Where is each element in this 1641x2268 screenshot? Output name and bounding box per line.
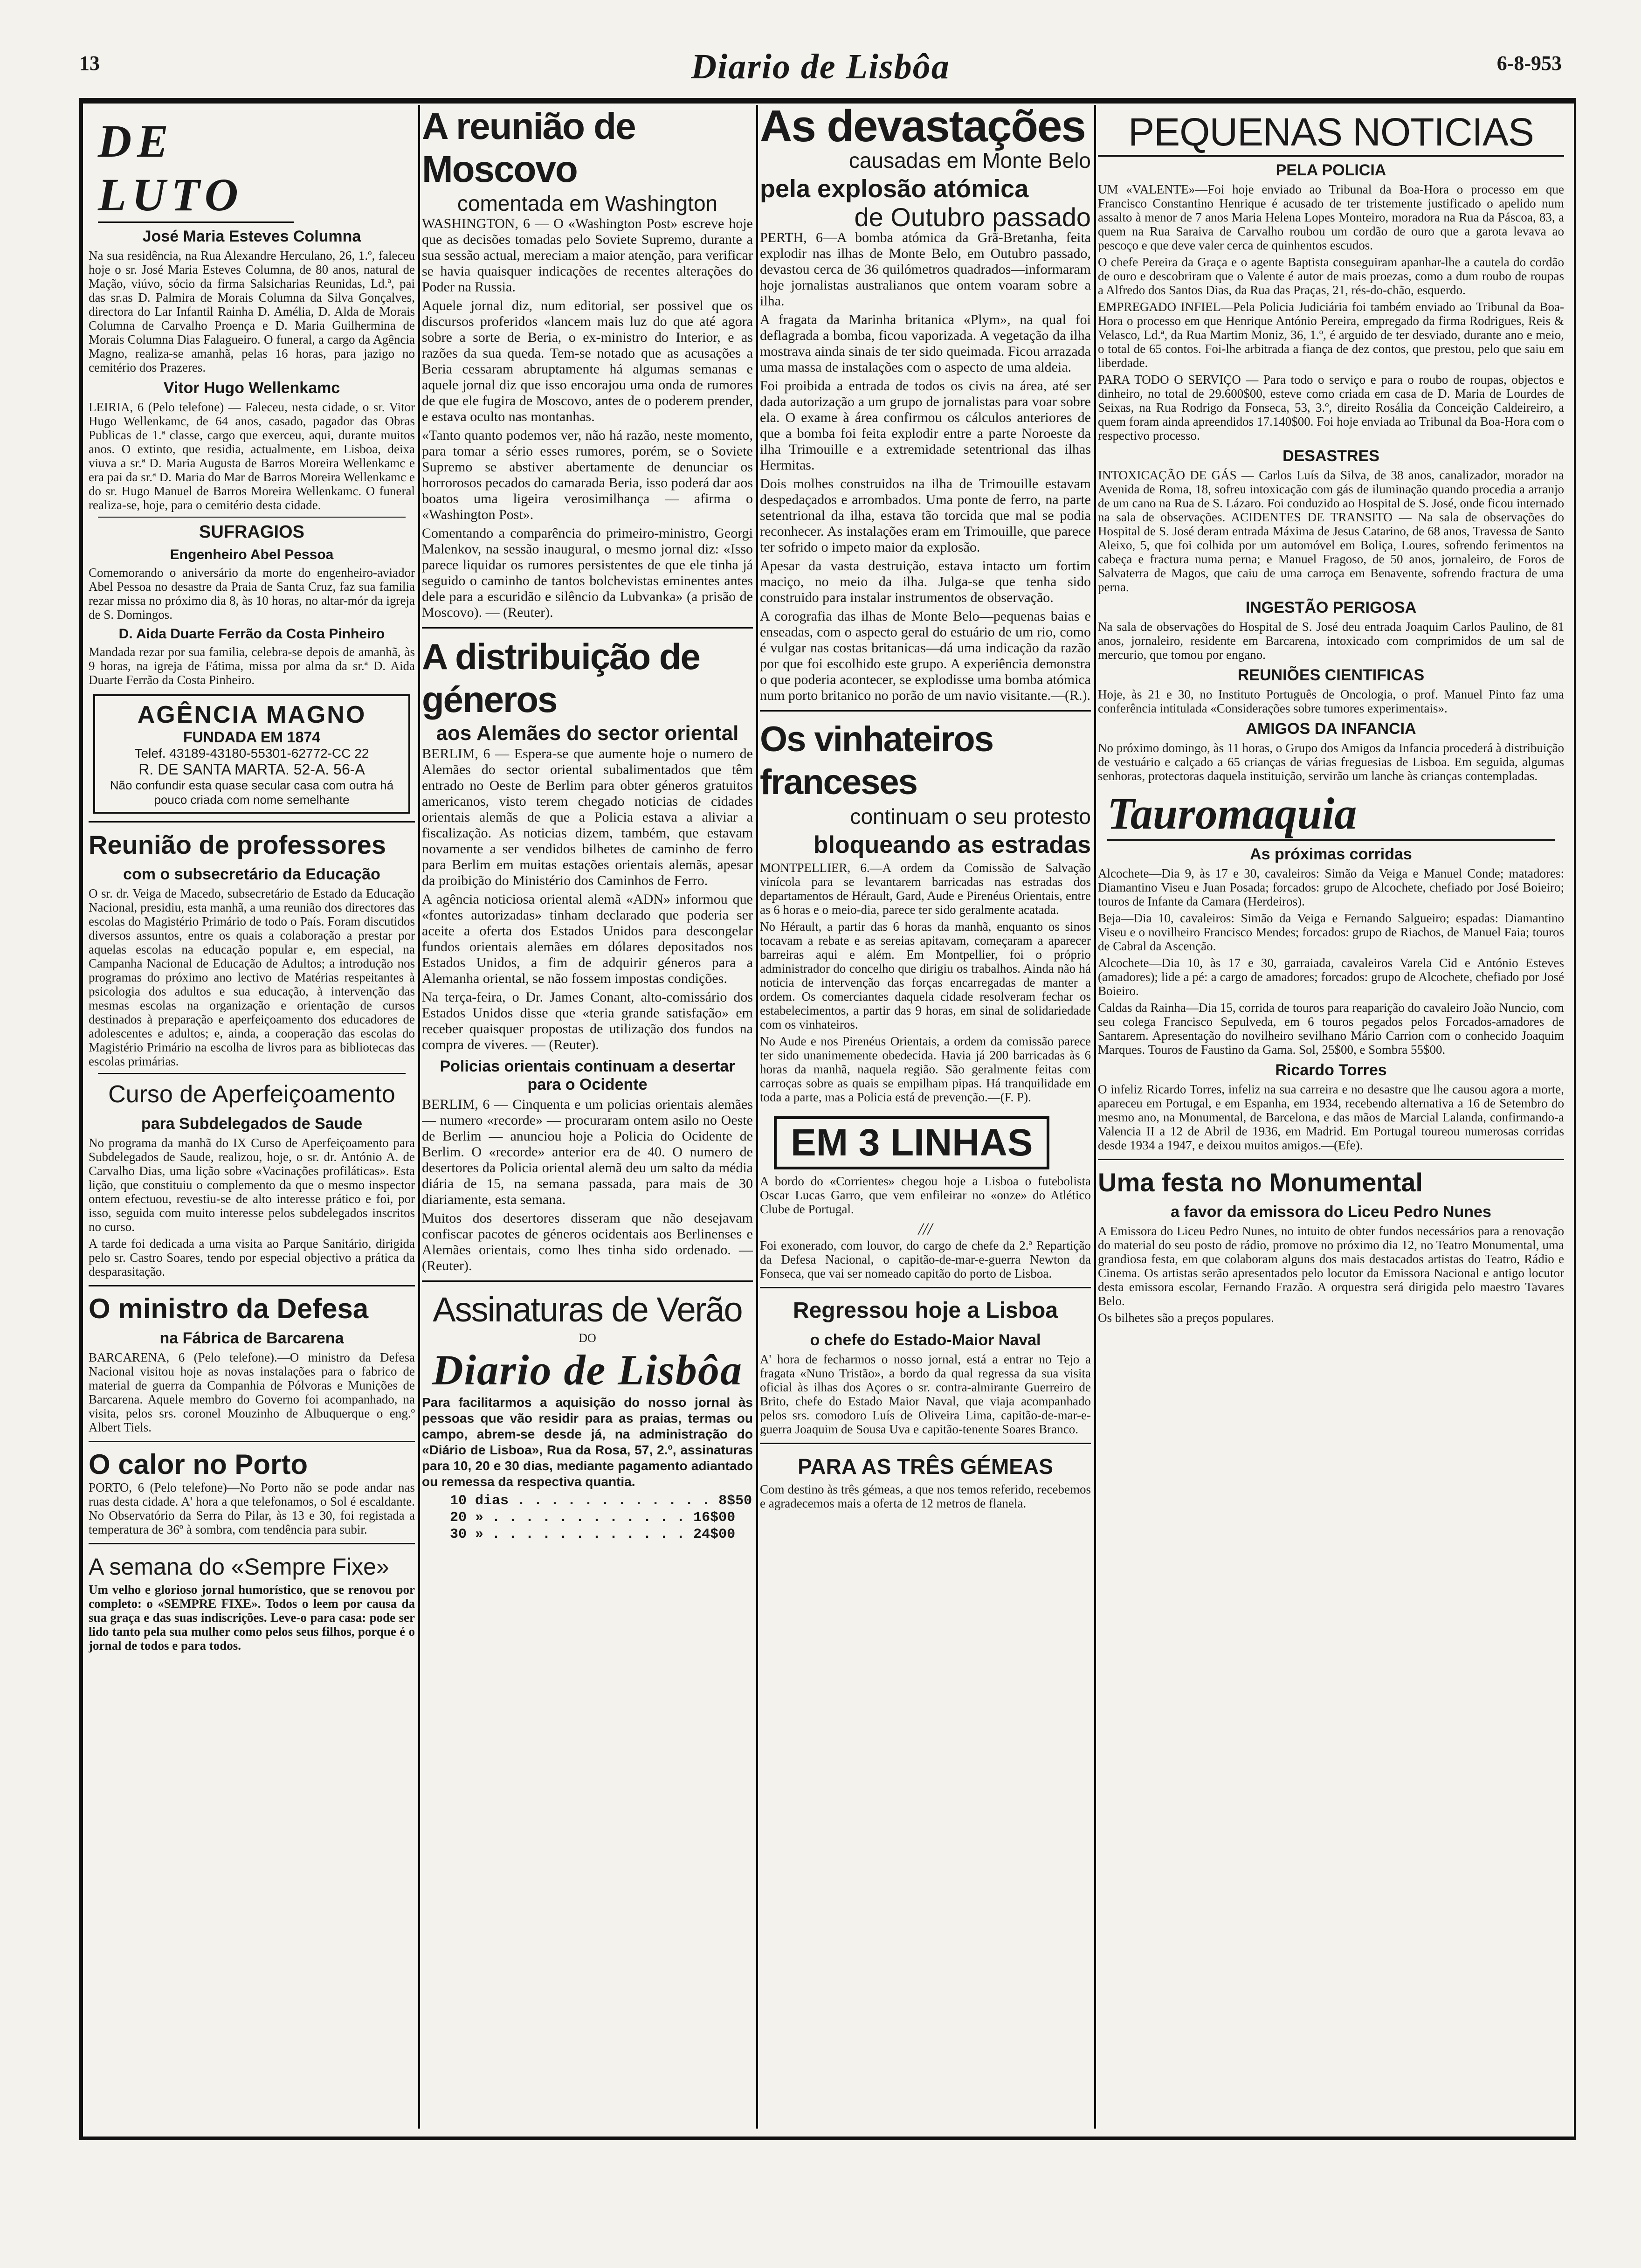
suffrage-name: D. Aida Duarte Ferrão da Costa Pinheiro <box>118 626 385 642</box>
section-headline: Tauromaquia <box>1107 788 1555 841</box>
article-subheadline: causadas em Monte Belo <box>848 148 1091 173</box>
article-body: INTOXICAÇÃO DE GÁS — Carlos Luís da Silva, de 38 anos, canalizador, morador na Avenida de Roma, 18, sofreu intoxicação com gás de iluminação quando procedia a arranjo de um cano na Rua de S. Lázaro. Foi conduzido ao Hospital de S. José, onde ficou internado na sala de observações. ACIDENTES DE TRANSITO — Na sala de observações do Hospital de S. José deram entrada Máxima de Jesus Catarino, de 68 anos, Travessa de Santo Aleixo, 5, que foi colhida por um automóvel em Boliça, Loures, sofrendo ferimentos na cabeça e fractura numa perna; e Manuel Fragoso, de 50 anos, jornaleiro, de Foros de Salvaterra de Magos, que caiu de uma carroça em Benavente, sofrendo fractura de uma perna. <box>1098 468 1564 594</box>
article-headline: Reunião de professores <box>89 830 386 859</box>
ad-founded: FUNDADA EM 1874 <box>183 729 320 746</box>
article-headline: A distribuição de géneros <box>422 636 700 720</box>
newspaper-title: Diario de Lisbôa <box>691 47 950 86</box>
divider <box>89 1285 415 1286</box>
article-body: Comentando a comparência do primeiro-ministro, Georgi Malenkov, na sessão inaugural, o mesmo jornal diz: «Isso parece liquidar os rumores persistentes de que ele tinha já seguido o caminho de tantos bolchevistas eminentes antes dele para a escuridão e silêncio da Lubvanka» (a prisão de Moscovo). — (Reuter). <box>422 526 753 620</box>
section-subhead: As próximas corridas <box>1250 845 1412 863</box>
divider <box>89 821 415 823</box>
article-subheadline: bloqueando as estradas <box>813 831 1091 858</box>
section-subhead: PELA POLICIA <box>1276 161 1386 179</box>
article-body: Com destino às três gémeas, a que nos temos referido, recebemos e agradecemos mais a oferta de 12 metros de flanela. <box>760 1482 1091 1510</box>
article-headline: A semana do «Sempre Fixe» <box>89 1554 389 1580</box>
ad-address: R. DE SANTA MARTA. 52-A. 56-A <box>138 761 365 778</box>
article-body: Beja—Dia 10, cavaleiros: Simão da Veiga e Fernando Salgueiro; espadas: Diamantino Viseu e o novilheiro Francisco Mendes; forcados: grupo de Riachos, de Manuel Faia; touros de Cabral da Ascenção. <box>1098 911 1564 953</box>
article-body: BERLIM, 6 — Espera-se que aumente hoje o numero de Alemães do sector oriental subalimentados que têm entrado no Oeste de Berlim para obter géneros gratuitos americanos, visto terem chegado noticias de cidades orientais alemãs de que a Policia estava a aliviar a fiscalização. As noticias dizem, também, que estavam novamente a ser vendidos bilhetes de caminho de ferro para Berlim em muitas estações orientais alemãs, apesar da proibição do Ministério dos Caminhos de Ferro. <box>422 746 753 888</box>
section-subhead: Ricardo Torres <box>1275 1061 1387 1079</box>
article-headline: PARA AS TRÊS GÉMEAS <box>798 1454 1053 1479</box>
price-row: 30 » . . . . . . . . . . . . 24$00 <box>450 1527 736 1542</box>
article-body: Os bilhetes são a preços populares. <box>1098 1311 1274 1325</box>
article-body: Foi proibida a entrada de todos os civis na área, até ser dada autorização a um grupo de jornalistas para voar sobre ela. O exame à área confirmou os cálculos anteriores de que a bomba foi feita explodir entre a parte Noroeste da ilha Trimouille e a extremidade setentrional das ilhas Hermitas. <box>760 378 1091 473</box>
column-2 <box>422 105 753 2129</box>
article-body: No próximo domingo, às 11 horas, o Grupo dos Amigos da Infancia procederá à distribuição de vestuário e calçado a 65 crianças de várias freguesias de Lisboa. Em seguida, algumas senhoras, protectoras daquela instituição, servirão um lanche às crianças contempladas. <box>1098 741 1564 783</box>
article-body: Apesar da vasta destruição, estava intacto um fortim maciço, no meio da ilha. Julga-se que tenha sido construido para instalar instrumentos de observação. <box>760 558 1091 605</box>
divider <box>760 1443 1091 1444</box>
obituary-text: LEIRIA, 6 (Pelo telefone) — Faleceu, nesta cidade, o sr. Vitor Hugo Wellenkamc, de 64 anos, casado, pagador das Obras Publicas de 1.ª classe, cargo que exerceu, aqui, durante muitos anos. O extinto, que residia, actualmente, em Lisboa, deixa viuva a sr.ª D. Maria Augusta de Barros Moreira Wellenkamc e era pai da sr.ª D. Maria do Mar de Barros Moreira Wellenkamc e do sr. Hugo Manuel de Barros Moreira Wellenkamc. O funeral realiza-se, hoje, para o cemitério desta cidade. <box>89 400 415 512</box>
article-body: A' hora de fecharmos o nosso jornal, está a entrar no Tejo a fragata «Nuno Tristão», a bordo da qual regressa da sua visita oficial às ilhas dos Açores o sr. contra-almirante Guerreiro de Brito, chefe do Estado Maior Naval, que viaja acompanhado pelos srs. comodoro Luís de Oliveira Lima, capitão-de-mar-e-guerra Joaquim de Sousa Uva e capitão-tenente Soares Branco. <box>760 1352 1091 1436</box>
obituary-name: Vitor Hugo Wellenkamc <box>163 379 340 397</box>
article-body: O chefe Pereira da Graça e o agente Baptista conseguiram apanhar-lhe a cautela do cordão de ouro e descobriram que o Valente é autor de mais proezas, como a dum roubo de roupas a Alfredo dos Santos Dias, da Rua das Praças, 21, rés-do-chão, esquerdo. <box>1098 255 1564 297</box>
subscription-paper-name: Diario de Lisbôa <box>432 1346 743 1394</box>
obituary-text: Na sua residência, na Rua Alexandre Herculano, 26, 1.º, faleceu hoje o sr. José Maria Esteves Columna, de 80 anos, natural de Mação, viúvo, sócio da firma Salsicharias Reunidas, Ld.ª, pai das sr.as D. Palmira de Morais Columna da Silva Gonçalves, directora do Lar Infantil Rainha D. Amélia, D. Alda de Morais Columna de Carvalho Proença e D. Maria Guilhermina de Morais Columna Dias Falagueiro. O funeral, a cargo da Agência Magno, realiza-se amanhã, pelas 16 horas, para jazigo no cemitério dos Prazeres. <box>89 249 415 374</box>
article-body: Dois molhes construidos na ilha de Trimouille estavam despedaçados e arrombados. Uma ponte de ferro, na parte setentrional da ilha, estava tão torcida que mal se podia reconhecer. As instalações eram em Trimouille, que parece ter sofrido o impeto maior da explosão. <box>760 476 1091 555</box>
divider <box>98 517 406 518</box>
column-rule <box>756 105 758 2129</box>
article-body: PARA TODO O SERVIÇO — Para todo o serviço e para o roubo de roupas, objectos e dinheiro, no total de 29.600$00, esteve como criada em casa de D. Maria de Lourdes de Seixas, na Rua Rodrigo da Fonseca, 53, 3.º, direito Rosália da Conceição Caldeireiro, a quem foram ainda apreendidos 17.140$00. Foi hoje enviada ao Tribunal da Boa-Hora com o respectivo processo. <box>1098 373 1564 443</box>
article-body: A fragata da Marinha britanica «Plym», na qual foi deflagrada a bomba, ficou vaporizada. A vegetação da ilha mostrava ainda sinais de ter sido queimada. Ficou arrazada uma massa de instalações com o aspecto de uma aldeia. <box>760 312 1091 375</box>
price-row: 10 dias . . . . . . . . . . . . 8$50 <box>450 1493 752 1509</box>
article-body: A bordo do «Corrientes» chegou hoje a Lisboa o futebolista Oscar Lucas Garro, que vem enfileirar no «onze» do Atlético Clube de Portugal. <box>760 1174 1091 1216</box>
article-body: MONTPELLIER, 6.—A ordem da Comissão de Salvação vinícola para se levantarem barricadas nas estradas dos departamentos de Hérault, Gard, Aude e Pirenéus Orientais, entre as 6 horas e o meio-dia, parece ter sido geralmente acatada. <box>760 861 1091 917</box>
obituary-name: José Maria Esteves Columna <box>142 228 361 245</box>
article-body: Muitos dos desertores disseram que não desejavam confiscar pacotes de géneros ocidentais aos Berlinenses e Alemães orientais, como lhes tinha sido ordenado. — (Reuter). <box>422 1210 753 1273</box>
column-1 <box>89 105 415 2129</box>
article-headline: Os vinhateiros franceses <box>760 719 993 802</box>
article-body: PORTO, 6 (Pelo telefone)—No Porto não se pode andar nas ruas desta cidade. A' hora a que telefonamos, o Sol é escaldante. No Observatório da Serra do Pilar, às 13 e 30, foi registada a temperatura de 36º à sombra, com tendência para subir. <box>89 1480 415 1536</box>
column-rule <box>418 105 420 2129</box>
subscription-headline: Assinaturas de Verão <box>433 1290 742 1329</box>
section-subhead: REUNIÕES CIENTIFICAS <box>1237 666 1425 684</box>
suffrages-heading: SUFRAGIOS <box>199 522 304 542</box>
divider <box>1098 1159 1564 1160</box>
article-headline: Uma festa no Monumental <box>1098 1168 1423 1197</box>
funeral-agency-ad <box>93 694 410 814</box>
article-body: Aquele jornal diz, num editorial, ser possivel que os discursos proferidos «lancem mais luz do que até agora sobre a sorte de Beria, o ex-ministro do Interior, e as razões da sua queda. Tem-se notado que as acusações a Beria cessaram abruptamente há algumas semanas e aquele jornal diz que isso encorajou uma onda de rumores de que ele fugira de Moscovo, antes de o poderem prender, e estava oculto nas montanhas. <box>422 298 753 424</box>
column-4 <box>1098 105 1564 2129</box>
article-subheadline: aos Alemães do sector oriental <box>436 722 739 745</box>
divider <box>89 1441 415 1442</box>
divider <box>760 1287 1091 1288</box>
suffrage-name: Engenheiro Abel Pessoa <box>170 547 334 562</box>
section-subhead: AMIGOS DA INFANCIA <box>1246 720 1416 738</box>
subscription-do: DO <box>579 1331 596 1345</box>
page-number: 13 <box>79 52 100 75</box>
divider <box>422 627 753 629</box>
article-subheadline: de Outubro passado <box>854 202 1091 232</box>
obituary-heading: DE LUTO <box>98 114 294 223</box>
article-body: Na terça-feira, o Dr. James Conant, alto-comissário dos Estados Unidos disse que «teria grande satisfação» em receber quaisquer propostas de utilização dos fundos na compra de viveres. — (Reuter). <box>422 989 753 1052</box>
suffrage-text: Comemorando o aniversário da morte do engenheiro-aviador Abel Pessoa no desastre da Praia de Santa Cruz, faz sua familia rezar missa no próximo dia 8, às 10 horas, no altar-mór da igreja de S. Domingos. <box>89 566 415 622</box>
article-body: PERTH, 6—A bomba atómica da Grã-Bretanha, feita explodir nas ilhas de Monte Belo, em Outubro passado, devastou cerca de 36 quilómetros quadrados—informaram hoje jornalistas australianos que ontem voaram sobre a ilha. <box>760 230 1091 309</box>
article-subheadline: pela explosão atómica <box>760 175 1029 203</box>
article-body: BARCARENA, 6 (Pelo telefone).—O ministro da Defesa Nacional visitou hoje as novas instalações para o fabrico de material de guerra da Companhia de Pólvoras e Munições de Barcarena. Aquele membro do Governo foi acompanhado, na visita, pelos srs. coronel Mouzinho de Albuquerque o eng.º Albert Tiels. <box>89 1350 415 1434</box>
article-subheadline: com o subsecretário da Educação <box>123 865 380 883</box>
article-body: O sr. dr. Veiga de Macedo, subsecretário de Estado da Educação Nacional, presidiu, esta manhã, a uma reunião dos directores das escolas do Magistério Primário de todo o País. Foram discutidos diversos assuntos, entre os quais a colaboração a prestar por aquelas escolas na educação popular e, em especial, na Campanha Nacional de Educação de Adultos; a introdução nos programas do próximo ano lectivo de Matérias respeitantes à psicologia dos adultos e sua educação, à intervenção das mesmas escolas na organização e orientação de cursos destinados à preparação e aperfeiçoamento dos educadores de adolescentes e adultos; e, ainda, a cooperação das escolas do Magistério Primário na escolha de livros para as bibliotecas das escolas primárias. <box>89 886 415 1068</box>
masthead <box>65 47 1576 93</box>
article-body: A tarde foi dedicada a uma visita ao Parque Sanitário, dirigida pelo sr. Castro Soares, tendo por especial objectivo a prática da desparasitação. <box>89 1237 415 1279</box>
price-row: 20 » . . . . . . . . . . . . 16$00 <box>450 1510 736 1526</box>
divider <box>760 710 1091 712</box>
article-body: UM «VALENTE»—Foi hoje enviado ao Tribunal da Boa-Hora o processo em que Francisco Constantino Henrique é acusado de ter tristemente justificado o apelido num assalto à menor de 7 anos Maria Helena Lopes Monteiro, moradora na Rua da Páscoa, 83, a quem na Rua Saraiva de Carvalho roubou um cordão de ouro que a garota levava ao pescoço e que deve valer cerca de quinhentos escudos. <box>1098 182 1564 252</box>
article-body: «Tanto quanto podemos ver, não há razão, neste momento, para tomar a sério esses rumores, porém, se o Soviete Supremo se abstiver abertamente de denunciar os horrorosos pecados do camarada Beria, isso poderá dar aos boatos uma ligeira verosimilhança — afirma o «Washington Post». <box>422 428 753 522</box>
article-headline: Curso de Aperfeiçoamento <box>108 1081 395 1108</box>
article-body: A corografia das ilhas de Monte Belo—pequenas baias e enseadas, com o aspecto geral do estuário de um rio, como é vulgar nas costas britanicas—dá uma indicação da razão por que foi escolhido este grupo. A experiência demonstra o que poderia acontecer, se explodisse uma bomba atómica num porto britanico no porão de um navio visitante.—(R.). <box>760 608 1091 703</box>
ad-title: AGÊNCIA MAGNO <box>137 701 366 728</box>
article-body: No Aude e nos Pirenéus Orientais, a ordem da comissão parece ter sido unanimemente obedecida. Havia já 200 barricadas às 6 horas da manhã, naquela região. São geralmente feitas com carroças sobre as quais se empilham pipas. Há tranquilidade em toda a parte, mas a Policia está de prevenção.—(F. P). <box>760 1034 1091 1104</box>
article-body: Foi exonerado, com louvor, do cargo de chefe da 2.ª Repartição da Defesa Nacional, o capitão-de-mar-e-guerra Newton da Fonseca, que vai ser nomeado capitão do porto de Lisboa. <box>760 1238 1091 1280</box>
article-subheadline: para Subdelegados de Saude <box>141 1115 363 1133</box>
article-body: No programa da manhã do IX Curso de Aperfeiçoamento para Subdelegados de Saude, realizou, hoje, o sr. dr. António A. de Carvalho Dias, uma lição sobre «Vacinações profiláticas». Esta lição, que constituiu o complemento da que o mesmo inspector ontem efectuou, revestiu-se de alto interesse prático e foi, por isso, seguida com muito interesse pelos subdelegados inscritos no curso. <box>89 1136 415 1234</box>
article-body: Hoje, às 21 e 30, no Instituto Português de Oncologia, o prof. Manuel Pinto faz uma conferência intitulada «Considerações sobre tumores experimentais». <box>1098 687 1564 715</box>
section-subhead: DESASTRES <box>1282 447 1379 465</box>
article-body: Caldas da Rainha—Dia 15, corrida de touros para reaparição do cavaleiro João Nuncio, com seu colega Francisco Sepulveda, em 6 touros pegados pelos Forcados-amadores de Santarem. Apresentação do novilheiro sevilhano Mário Carrion com o conhecido Joaquim Marques. Touros de Faustino da Gama. Sol, 25$00, e Sombra 55$00. <box>1098 1001 1564 1057</box>
article-subheadline: a favor da emissora do Liceu Pedro Nunes <box>1171 1203 1491 1221</box>
article-headline: A reunião de Moscovo <box>422 105 635 190</box>
article-body: Um velho e glorioso jornal humorístico, que se renovou por completo: o «SEMPRE FIXE». Todos o leem por causa da sua graça e das suas indiscrições. Leve-o para casa: pode ser lido tanto pela sua mulher como pelos seus filhos, porque é o jornal de todos e para todos. <box>89 1583 415 1653</box>
article-subheadline: comentada em Washington <box>457 191 718 215</box>
article-body: A Emissora do Liceu Pedro Nunes, no intuito de obter fundos necessários para a renovação do material do seu posto de rádio, promove no próximo dia 12, no Teatro Monumental, uma grandiosa festa, em que colaboram alguns dos mais destacados artistas do Teatro, Rádio e Cinema. Os artistas serão apresentados pelo locutor da Emissora Nacional e antigo locutor desta emissora escolar, Fernando Frazão. A orquestra será dirigida pelo maestro Tavares Belo. <box>1098 1224 1564 1308</box>
article-subheadline: continuam o seu protesto <box>850 804 1091 829</box>
article-body: No Hérault, a partir das 6 horas da manhã, enquanto os sinos tocavam a rebate e as sereias apitavam, começaram a aparecer barreiras aqui e além. Em Montpellier, foi o próprio administrador do concelho que dirigiu os trabalhos. Ainda não há noticia de intervenção das forças encarregadas de manter a ordem. Os comerciantes daquela cidade resolveram fechar os estabelecimentos, a partir das 9 horas, em sinal de solidariedade com os vinhateiros. <box>760 920 1091 1031</box>
article-body: EMPREGADO INFIEL—Pela Policia Judiciária foi também enviado ao Tribunal da Boa-Hora o processo em que Henrique António Pereira, empregado da firma Rodrigues, Reis & Velasco, Ld.ª, da Rua Martim Moniz, 36, 1.º, é arguido de ter desviado, durante ano e meio, o total de 65 contos. Foi-lhe arbitrada a fiança de dez contos, que prestou, pelo que saiu em liberdade. <box>1098 300 1564 370</box>
article-body: Na sala de observações do Hospital de S. José deu entrada Joaquim Carlos Paulino, de 81 anos, jornaleiro, residente em Barcarena, intoxicado com comprimidos de um sal de mercurio, que tomou por engano. <box>1098 620 1564 662</box>
article-subheadline: Policias orientais continuam a desertar para o Ocidente <box>440 1058 735 1093</box>
article-body: BERLIM, 6 — Cinquenta e um policias orientais alemães — numero «recorde» — procuraram ontem asilo no Oeste de Berlim — anunciou hoje a Policia do Ocidente de Berlim. O «recorde» anterior era de 40. O numero de desertores da Policia oriental alemã deu um salto da média diária de 15, na semana passada, para mais de 30 diariamente, esta semana. <box>422 1097 753 1207</box>
article-headline: Regressou hoje a Lisboa <box>793 1298 1058 1323</box>
divider <box>89 1543 415 1544</box>
article-subheadline: o chefe do Estado-Maior Naval <box>810 1331 1041 1349</box>
article-body: A agência noticiosa oriental alemã «ADN» informou que «fontes autorizadas» tinham declarado que poderia ser aceite a oferta dos Estados Unidos para descongelar fundos orientais alemães em dólares depositados nos Estados Unidos, a fim de adquirir géneros para a Alemanha oriental, se não fossem impostas condições. <box>422 892 753 986</box>
ad-note: Não confundir esta quase secular casa com outra há pouco criada com nome semelhante <box>110 778 394 807</box>
section-subhead: INGESTÃO PERIGOSA <box>1245 599 1417 616</box>
article-headline: As devastações <box>760 105 1085 151</box>
article-headline: O calor no Porto <box>89 1449 308 1480</box>
section-headline: PEQUENAS NOTICIAS <box>1098 110 1564 157</box>
article-body: Alcochete—Dia 10, às 17 e 30, garraiada, cavaleiros Varela Cid e António Esteves (amadores); lide a pé: a cargo de amadores; forcados: grupo de Alcochete, chefiado por José Boieiro. <box>1098 956 1564 998</box>
ad-phone: Telef. 43189-43180-55301-62772-CC 22 <box>134 746 369 761</box>
section-box-title: EM 3 LINHAS <box>774 1116 1049 1169</box>
subscription-text: Para facilitarmos a aquisição do nosso jornal às pessoas que vão residir para as praias, termas ou campo, abrem-se desde já, na administração do «Diário de Lisboa», Rua da Rosa, 57, 2.º, assinaturas para 10, 20 e 30 dias, mediante pagamento adiantado ou remessa da respectiva quantia. <box>422 1395 753 1489</box>
article-body: O infeliz Ricardo Torres, infeliz na sua carreira e no desastre que lhe causou agora a morte, apareceu em Portugal, e em Espanha, em 1934, recebendo alternativa a 16 de Setembro do mesmo ano, na Monumental, de Barcelona, e das mãos de Marcial Lalanda, confirmando-a Valencia II a 12 de Abril de 1936, em Madrid. Em Portugal toureou numerosas corridas desde 1934 a 1947, e deixou muitos amigos.—(Efe). <box>1098 1082 1564 1152</box>
suffrage-text: Mandada rezar por sua familia, celebra-se depois de amanhã, às 9 horas, na igreja de Fátima, missa por alma da sr.ª D. Aida Duarte Ferrão da Costa Pinheiro. <box>89 645 415 687</box>
article-subheadline: na Fábrica de Barcarena <box>159 1329 344 1347</box>
divider <box>98 1073 406 1074</box>
divider <box>422 1280 753 1282</box>
article-headline: O ministro da Defesa <box>89 1293 369 1324</box>
column-rule <box>1094 105 1096 2129</box>
separator: /// <box>918 1219 932 1238</box>
column-3 <box>760 105 1091 2129</box>
article-body: WASHINGTON, 6 — O «Washington Post» escreve hoje que as decisões tomadas pelo Soviete Supremo, durante a sua sessão actual, mereciam a maior atenção, para verificar se havia quaisquer indicações de recentes alterações do Poder na Russia. <box>422 216 753 295</box>
article-body: Alcochete—Dia 9, às 17 e 30, cavaleiros: Simão da Veiga e Manuel Conde; matadores: Diamantino Viseu e Juan Posada; forcados: grupo de Alcochete, chefiado por José Boieiro; touros de Infante da Camara (Herdeiros). <box>1098 866 1564 908</box>
issue-date: 6-8-953 <box>1496 52 1562 75</box>
